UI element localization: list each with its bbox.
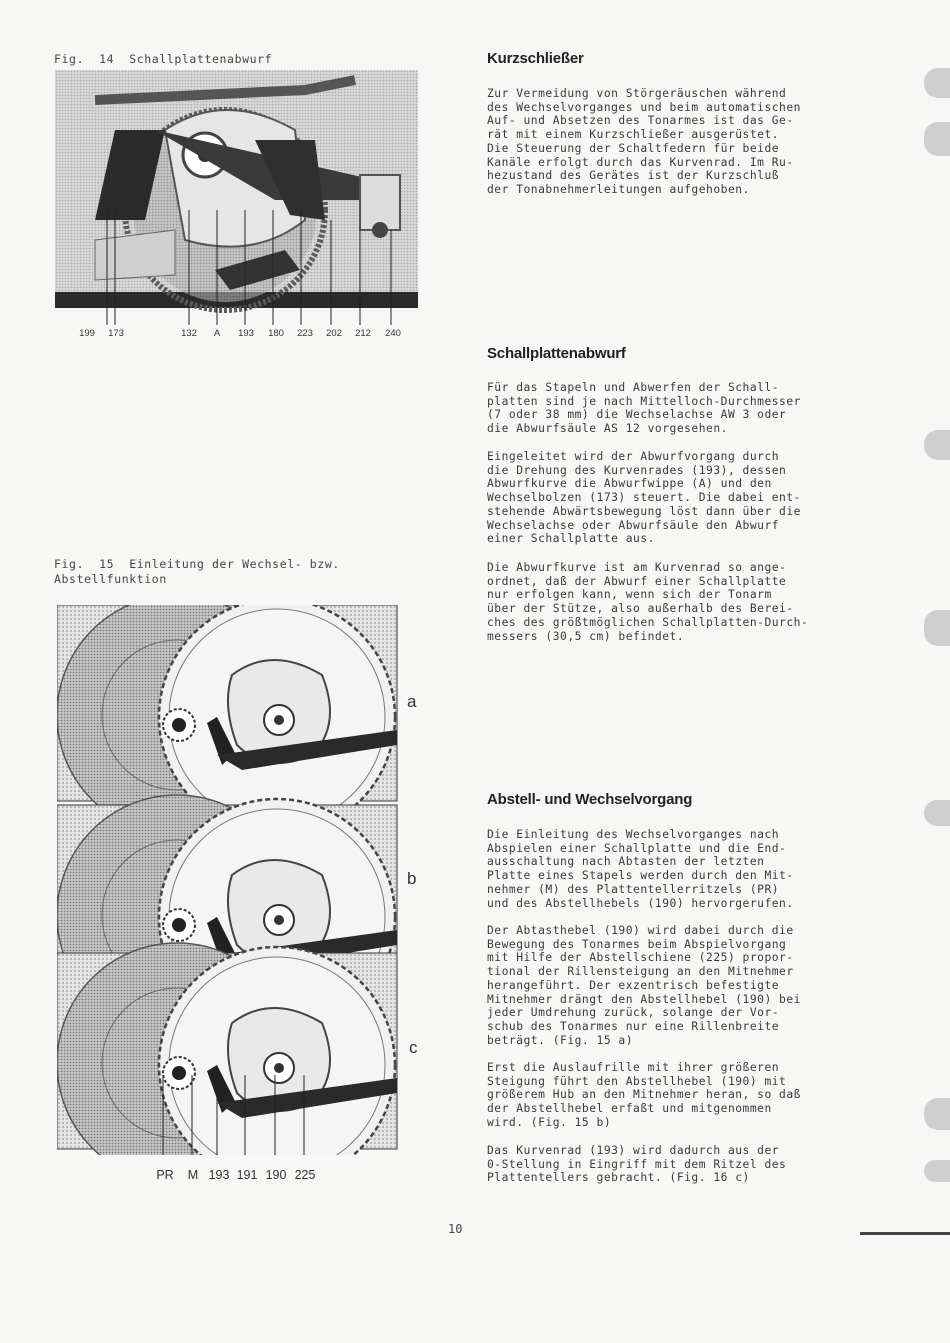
paragraph: Für das Stapeln und Abwerfen der Schall- platten sind je nach Mittelloch-Durchmesser (7 oder 38 mm) die Wechselachse AW 3 oder die Abwurfsäule AS 12 vorgesehen. — [487, 381, 801, 436]
binder-hole — [924, 610, 950, 646]
fig15-label: 225 — [294, 1168, 316, 1182]
fig15-label: M — [187, 1168, 199, 1182]
fig14-label: A — [213, 328, 221, 339]
panel-label-c: c — [409, 1038, 418, 1057]
fig15-label: PR — [156, 1168, 174, 1182]
panel-label-a: a — [407, 692, 417, 711]
figure-14-photo — [55, 70, 420, 340]
fig14-label: 199 — [79, 328, 95, 339]
edge-mark — [860, 1232, 950, 1235]
binder-hole — [924, 430, 950, 460]
binder-hole — [924, 1160, 950, 1182]
heading-kurzschliesser: Kurzschließer — [487, 50, 584, 67]
binder-hole — [924, 800, 950, 826]
paragraph: Zur Vermeidung von Störgeräuschen während des Wechselvorganges und beim automatischen Auf- und Absetzen des Tonarmes ist das Ge- rät mit einem Kurzschließer ausgerüstet. Die Steuerung der Schaltfedern für beide Kanäle erfolgt durch das Kurvenrad. Im Ru- hezustand des Gerätes ist der Kurzschluß der Tonabnehmerleitungen aufgehoben. — [487, 87, 801, 196]
paragraph: Die Einleitung des Wechselvorganges nach Abspielen einer Schallplatte und die End- ausschaltung nach Abtasten der letzten Platte eines Stapels werden durch den Mit- nehmer (M) des Plattentellerritzels (PR) und des Abstellhebels (190) hervorgerufen. — [487, 828, 794, 910]
heading-abstell-wechselvorgang: Abstell- und Wechselvorgang — [487, 791, 693, 808]
fig14-label: 193 — [238, 328, 254, 339]
binder-hole — [924, 122, 950, 156]
binder-hole — [924, 68, 950, 98]
fig14-label: 132 — [181, 328, 197, 339]
fig14-label: 223 — [297, 328, 313, 339]
fig15-label: 193 — [208, 1168, 230, 1182]
paragraph: Das Kurvenrad (193) wird dadurch aus der 0-Stellung in Eingriff mit dem Ritzel des Plattentellers gebracht. (Fig. 16 c) — [487, 1144, 787, 1185]
heading-schallplattenabwurf: Schallplattenabwurf — [487, 345, 626, 362]
page-number: 10 — [448, 1222, 463, 1236]
fig14-label: 212 — [355, 328, 371, 339]
panel-label-b: b — [407, 869, 417, 888]
fig14-label: 173 — [108, 328, 124, 339]
paragraph: Die Abwurfkurve ist am Kurvenrad so ange- ordnet, daß der Abwurf einer Schallplatte nur erfolgen kann, wenn sich der Tonarm über der Stütze, also außerhalb des Berei- ches des größtmöglichen Schallplatten-Durch- messers (30,5 cm) befindet. — [487, 561, 809, 643]
fig14-label: 180 — [268, 328, 284, 339]
figure-15-diagram — [57, 605, 399, 1155]
paragraph: Eingeleitet wird der Abwurfvorgang durch die Drehung des Kurvenrades (193), dessen Abwurfkurve die Abwurfwippe (A) und den Wechselbolzen (173) steuert. Die dabei ent- stehende Abwärtsbewegung löst dann über die Wechselachse oder Abwurfsäule den Abwurf einer Schallplatte aus. — [487, 450, 801, 546]
binder-hole — [924, 1098, 950, 1130]
figure-14-labels — [0, 328, 950, 342]
figure-15-caption: Fig. 15 Einleitung der Wechsel- bzw. Abstellfunktion — [54, 557, 340, 586]
fig14-label: 202 — [326, 328, 342, 339]
paragraph: Erst die Auslaufrille mit ihrer größeren Steigung führt den Abstellhebel (190) mit größerem Hub an den Mitnehmer heran, so daß der Abstellhebel erfaßt und mitgenommen wird. (Fig. 15 b) — [487, 1061, 801, 1129]
fig15-label: 191 — [236, 1168, 258, 1182]
paragraph: Der Abtasthebel (190) wird dabei durch die Bewegung des Tonarmes beim Abspielvorgang mit Hilfe der Abstellschiene (225) propor- tional der Rillensteigung an den Mitnehmer herangeführt. Der exzentrisch befestigte Mitnehmer drängt den Abstellhebel (190) bei jeder Umdrehung zurück, solange der Vor- schub des Tonarmes nur eine Rillenbreite beträgt. (Fig. 15 a) — [487, 924, 801, 1047]
fig15-label: 190 — [265, 1168, 287, 1182]
fig14-label: 240 — [385, 328, 401, 339]
figure-14-caption: Fig. 14 Schallplattenabwurf — [54, 52, 273, 66]
